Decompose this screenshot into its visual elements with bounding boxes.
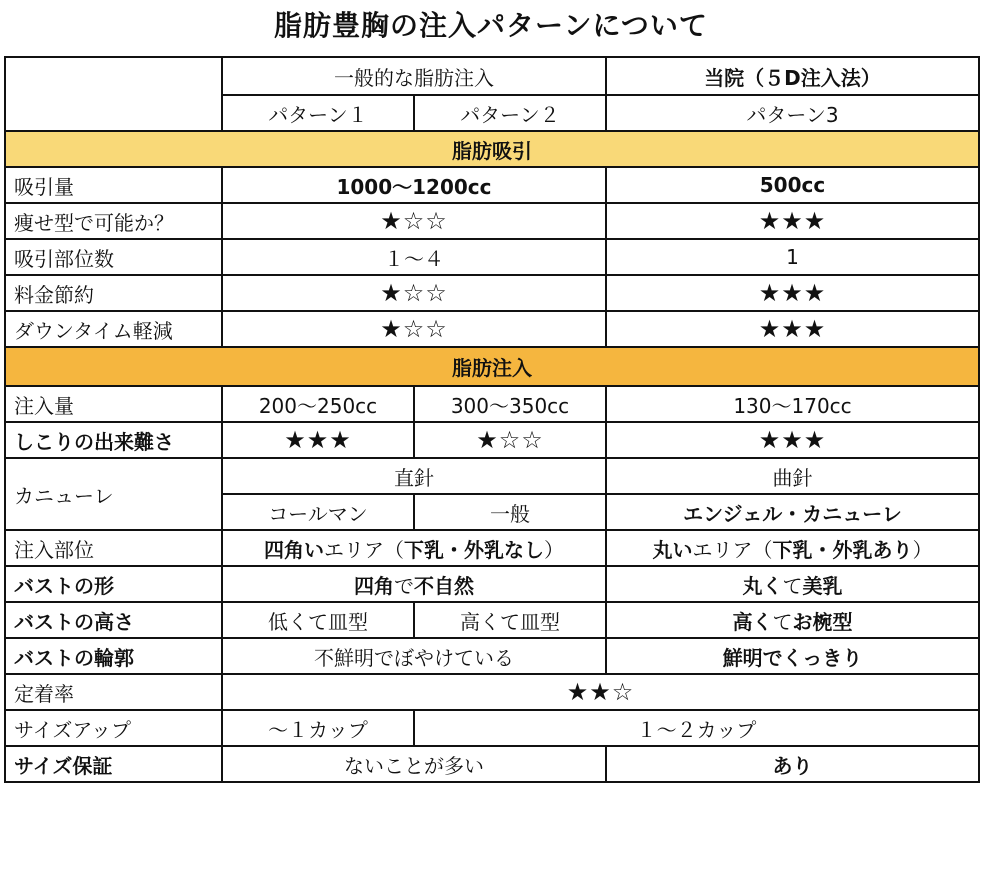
cell-cannula-clinic-type: 曲針	[606, 458, 979, 494]
table-row	[5, 566, 979, 602]
section-liposuction	[5, 131, 979, 167]
table-row	[5, 602, 979, 638]
area-general-strong-1: 四角い	[264, 537, 324, 562]
cell-inject-volume-p3: 130〜170cc	[606, 386, 979, 422]
cell-contour-general: 不鮮明でぼやけている	[222, 638, 606, 674]
rating-cost-general: ★☆☆	[222, 275, 606, 311]
rating-lumps-p1: ★★★	[222, 422, 414, 458]
cell-sizeup-p1: 〜１カップ	[222, 710, 414, 746]
row-label-cost: 料金節約	[5, 275, 222, 311]
cell-area-general	[222, 530, 606, 566]
table-row	[5, 422, 979, 458]
rating-lumps-p3: ★★★	[606, 422, 979, 458]
section-liposuction-label: 脂肪吸引	[5, 131, 979, 167]
cell-suction-volume-general: 1000〜1200cc	[222, 167, 606, 203]
cell-inject-volume-p2: 300〜350cc	[414, 386, 606, 422]
area-clinic-text: エリア（	[692, 537, 773, 562]
row-label-cannula: カニューレ	[5, 458, 222, 530]
table-row	[5, 386, 979, 422]
height-clinic-strong-2: お椀型	[792, 609, 853, 634]
cell-height-p2: 高くて皿型	[414, 602, 606, 638]
table-row	[5, 638, 979, 674]
cell-height-p1: 低くて皿型	[222, 602, 414, 638]
row-label-downtime: ダウンタイム軽減	[5, 311, 222, 347]
row-label-retention: 定着率	[5, 674, 222, 710]
cell-inject-volume-p1: 200〜250cc	[222, 386, 414, 422]
table-row	[5, 710, 979, 746]
table-row	[5, 203, 979, 239]
shape-clinic-strong-2: 美乳	[802, 573, 843, 598]
cell-shape-general	[222, 566, 606, 602]
header-row-groups	[5, 57, 979, 95]
cell-sites-general: １〜４	[222, 239, 606, 275]
area-general-strong-2: 下乳・外乳なし	[404, 537, 544, 562]
height-clinic-strong-1: 高く	[732, 609, 773, 634]
area-general-text: エリア（	[324, 537, 404, 562]
section-injection	[5, 347, 979, 386]
table-row	[5, 275, 979, 311]
cell-sizeup-rest: １〜２カップ	[414, 710, 979, 746]
cell-contour-clinic: 鮮明でくっきり	[606, 638, 979, 674]
table-row	[5, 458, 979, 494]
rating-downtime-clinic: ★★★	[606, 311, 979, 347]
height-clinic-text: て	[772, 609, 793, 634]
cell-cannula-p2: 一般	[414, 494, 606, 530]
table-row	[5, 167, 979, 203]
area-clinic-end: ）	[912, 537, 933, 562]
cell-suction-volume-clinic: 500cc	[606, 167, 979, 203]
cell-cannula-p1: コールマン	[222, 494, 414, 530]
shape-general-text: で	[394, 573, 414, 598]
row-label-thin-ok: 痩せ型で可能か？	[5, 203, 222, 239]
shape-general-strong-1: 四角	[354, 573, 394, 598]
rating-retention-all: ★★☆	[222, 674, 979, 710]
cell-cannula-general-type: 直針	[222, 458, 606, 494]
row-label-inject-volume: 注入量	[5, 386, 222, 422]
cell-cannula-p3: エンジェル・カニューレ	[606, 494, 979, 530]
shape-clinic-strong-1: 丸く	[742, 573, 783, 598]
comparison-table	[4, 56, 980, 783]
section-injection-label: 脂肪注入	[5, 347, 979, 386]
table-row	[5, 530, 979, 566]
header-clinic: 当院（５D注入法）	[606, 57, 979, 95]
row-label-area: 注入部位	[5, 530, 222, 566]
page-title: 脂肪豊胸の注入パターンについて	[274, 9, 708, 42]
cell-shape-clinic	[606, 566, 979, 602]
area-general-end: ）	[544, 537, 564, 562]
row-label-guarantee: サイズ保証	[5, 746, 222, 782]
row-label-suction-volume: 吸引量	[5, 167, 222, 203]
rating-lumps-p2: ★☆☆	[414, 422, 606, 458]
shape-clinic-text: て	[782, 573, 803, 598]
cell-guarantee-clinic: あり	[606, 746, 979, 782]
row-label-contour: バストの輪郭	[5, 638, 222, 674]
cell-height-clinic	[606, 602, 979, 638]
table-row	[5, 239, 979, 275]
header-pattern-1: パターン１	[222, 95, 414, 131]
rating-thin-ok-general: ★☆☆	[222, 203, 606, 239]
table-row	[5, 674, 979, 710]
row-label-shape: バストの形	[5, 566, 222, 602]
header-pattern-3: パターン3	[606, 95, 979, 131]
cell-sites-clinic: 1	[606, 239, 979, 275]
row-label-lumps: しこりの出来難さ	[5, 422, 222, 458]
rating-cost-clinic: ★★★	[606, 275, 979, 311]
header-general: 一般的な脂肪注入	[222, 57, 606, 95]
table-row	[5, 746, 979, 782]
row-label-sites: 吸引部位数	[5, 239, 222, 275]
area-clinic-strong-1: 丸い	[652, 537, 693, 562]
header-pattern-2: パターン２	[414, 95, 606, 131]
header-corner	[5, 57, 222, 131]
cell-area-clinic	[606, 530, 979, 566]
shape-general-strong-2: 不自然	[414, 573, 474, 598]
row-label-sizeup: サイズアップ	[5, 710, 222, 746]
area-clinic-strong-2: 下乳・外乳あり	[772, 537, 913, 562]
row-label-height: バストの高さ	[5, 602, 222, 638]
rating-thin-ok-clinic: ★★★	[606, 203, 979, 239]
cell-guarantee-general: ないことが多い	[222, 746, 606, 782]
table-row	[5, 311, 979, 347]
rating-downtime-general: ★☆☆	[222, 311, 606, 347]
